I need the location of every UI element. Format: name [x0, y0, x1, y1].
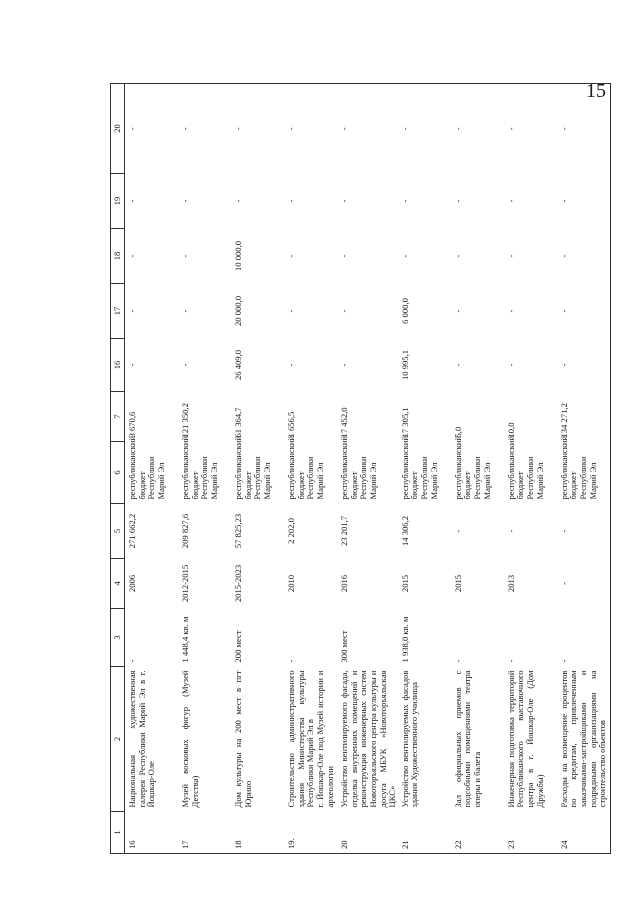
amount-col19: - — [505, 199, 516, 203]
header-cell: 20 — [111, 84, 125, 174]
capacity: 1 938,0 кв. м — [399, 616, 410, 663]
amount-col18: - — [180, 254, 190, 258]
amount-col17: - — [339, 309, 349, 313]
header-cell: 5 — [111, 504, 125, 559]
amount-col16: 10 995,1 — [399, 349, 410, 381]
object-name: Инженерная подготовка территорий Республиканского выставочного центра в г. Йошкар-Оле (Дом Дружбы) — [505, 670, 545, 808]
amount-col16: - — [557, 339, 611, 392]
amount-col18: 10 000,0 — [233, 240, 243, 272]
estimated-cost: - — [505, 529, 516, 533]
object-name: Устройство вентилируемого фасада, отделка внутренних помещений и реконструкция инженерных систем Новоторъяльского центра культуры и досуга МБУК «Новоторъяльская ЦКС» — [339, 670, 398, 808]
funding-source: республиканский бюджет Республики Марий Эл — [399, 435, 439, 500]
header-cell: 3 — [111, 609, 125, 667]
amount-col20: - — [284, 84, 337, 174]
amount-col7: 61 364,7 — [233, 407, 243, 438]
amount-col7: 134 271,2 — [557, 392, 611, 442]
amount-col18: - — [286, 254, 296, 258]
amount-col17: 6 000,0 — [399, 298, 410, 324]
estimated-cost: 57 825,23 — [233, 513, 243, 549]
object-name: Расходы на возмещение процентов по кредитам, привлеченным заказчиками-застройщиками и подрядными организациями на строительство объектов — [557, 667, 611, 812]
amount-col7: 1 656,5 — [286, 411, 296, 438]
row-number: 17 — [178, 812, 231, 854]
table-row — [451, 84, 504, 854]
amount-col16: - — [339, 363, 349, 367]
header-cell: 2 — [111, 667, 125, 812]
table-row — [557, 84, 611, 854]
capacity: - — [452, 659, 463, 663]
amount-col17: 20 000,0 — [233, 295, 243, 327]
row-number: 16 — [125, 812, 179, 854]
amount-col17: - — [505, 309, 516, 313]
funding-source: республиканский бюджет Республики Марий Эл — [286, 435, 325, 500]
table-row — [231, 84, 284, 854]
estimated-cost: 2 202,0 — [286, 518, 296, 544]
amount-col7: 17 305,1 — [399, 407, 410, 438]
capacity: - — [127, 659, 137, 663]
header-cell: 6 — [111, 442, 125, 504]
amount-col16: - — [505, 363, 516, 367]
amount-col18: - — [557, 229, 611, 284]
amount-col17: - — [286, 309, 296, 313]
header-cell: 17 — [111, 284, 125, 339]
funding-source: республиканский бюджет Республики Марий Эл — [127, 435, 166, 500]
funding-source: республиканский бюджет Республики Марий Эл — [339, 435, 378, 500]
years: 2016 — [339, 574, 349, 593]
row-number: 24 — [557, 812, 611, 854]
header-cell: 7 — [111, 392, 125, 442]
amount-col19: - — [452, 199, 463, 203]
funding-source: республиканский бюджет Республики Марий Эл — [452, 435, 492, 500]
years: 2006 — [127, 574, 137, 593]
table-row — [398, 84, 451, 854]
row-number: 22 — [451, 812, 504, 854]
amount-col16: - — [180, 363, 190, 367]
amount-col18: - — [505, 254, 516, 258]
capacity: - — [557, 609, 611, 667]
estimated-cost: - — [452, 529, 463, 533]
amount-col19: - — [286, 199, 296, 203]
row-number: 19. — [284, 812, 337, 854]
header-cell: 19 — [111, 174, 125, 229]
amount-col7: 5,0 — [452, 426, 463, 438]
header-cell: 1 — [111, 812, 125, 854]
header-row — [111, 84, 125, 854]
amount-col20: - — [557, 84, 611, 174]
amount-col19: - — [233, 199, 243, 203]
amount-col19: - — [180, 199, 190, 203]
amount-col16: - — [452, 363, 463, 367]
row-number: 20 — [337, 812, 398, 854]
table-row — [178, 84, 231, 854]
amount-col18: - — [399, 254, 410, 258]
object-name: Национальная художественная галерея Республики Марий Эл в г. Йошкар-Оле — [127, 670, 157, 808]
years: 2013 — [505, 574, 516, 593]
years: - — [557, 559, 611, 609]
amount-col20: - — [398, 84, 451, 174]
amount-col20: - — [504, 84, 557, 174]
capacity: 1 448,4 кв. м — [180, 616, 190, 663]
amount-col17: - — [127, 309, 137, 313]
years: 2015-2023 — [233, 564, 243, 603]
amount-col19: - — [557, 174, 611, 229]
amount-col17: - — [452, 309, 463, 313]
amount-col20: - — [231, 84, 284, 174]
page-number: 15 — [586, 80, 606, 102]
row-number: 21 — [398, 812, 451, 854]
capacity: - — [286, 659, 296, 663]
amount-col20: - — [337, 84, 398, 174]
amount-col16: - — [286, 363, 296, 367]
funding-source: республиканский бюджет Республики Марий Эл — [180, 435, 219, 500]
construction-objects-table — [110, 83, 611, 854]
years: 2010 — [286, 574, 296, 593]
header-cell: 16 — [111, 339, 125, 392]
amount-col19: - — [399, 199, 410, 203]
header-cell: 18 — [111, 229, 125, 284]
row-number: 18 — [231, 812, 284, 854]
estimated-cost: 209 827,6 — [180, 513, 190, 549]
amount-col18: - — [452, 254, 463, 258]
amount-col20: - — [125, 84, 179, 174]
amount-col18: - — [339, 254, 349, 258]
estimated-cost: - — [557, 504, 611, 559]
estimated-cost: 271 662,2 — [127, 513, 137, 549]
amount-col19: - — [339, 199, 349, 203]
amount-col7: 10,0 — [505, 422, 516, 438]
table-row — [125, 84, 179, 854]
estimated-cost: 23 201,7 — [339, 515, 349, 547]
object-name: Музей восковых фигур (Музей Детства) — [180, 670, 200, 808]
funding-source: республиканский бюджет Республики Марий Эл — [233, 435, 272, 500]
amount-col17: - — [180, 309, 190, 313]
table-row — [284, 84, 337, 854]
amount-col16: - — [127, 363, 137, 367]
amount-col20: - — [178, 84, 231, 174]
rotated-table-sheet — [110, 84, 618, 854]
object-name: Зал официальных приемов с подсобными помещениями театра оперы и балета — [452, 670, 482, 808]
funding-source: республиканский бюджет Республики Марий Эл — [557, 442, 611, 504]
object-name: Строительство административного здания Министерства культуры Республики Марий Эл в г. Йошкар-Оле под Музей истории и археологии — [286, 670, 335, 808]
amount-col7: 3 670,6 — [127, 411, 137, 438]
object-name: Устройство вентилируемых фасадов здания Художественного училища — [399, 670, 420, 808]
table-row — [337, 84, 398, 854]
amount-col7: 121 350,2 — [180, 403, 190, 438]
table-row — [504, 84, 557, 854]
years: 2015 — [399, 574, 410, 593]
header-cell: 4 — [111, 559, 125, 609]
capacity: 300 мест — [339, 630, 349, 663]
estimated-cost: 14 306,2 — [399, 515, 410, 547]
row-number: 23 — [504, 812, 557, 854]
funding-source: республиканский бюджет Республики Марий Эл — [505, 435, 545, 500]
years: 2015 — [452, 574, 463, 593]
capacity: - — [505, 659, 516, 663]
capacity: 200 мест — [233, 630, 243, 663]
amount-col19: - — [127, 199, 137, 203]
years: 2012-2015 — [180, 564, 190, 603]
amount-col18: - — [127, 254, 137, 258]
amount-col20: - — [451, 84, 504, 174]
object-name: Дом культуры на 200 мест в пгт Юрино — [233, 670, 253, 808]
amount-col16: 26 409,0 — [233, 349, 243, 381]
amount-col7: 17 452,0 — [339, 407, 349, 438]
amount-col17: - — [557, 284, 611, 339]
